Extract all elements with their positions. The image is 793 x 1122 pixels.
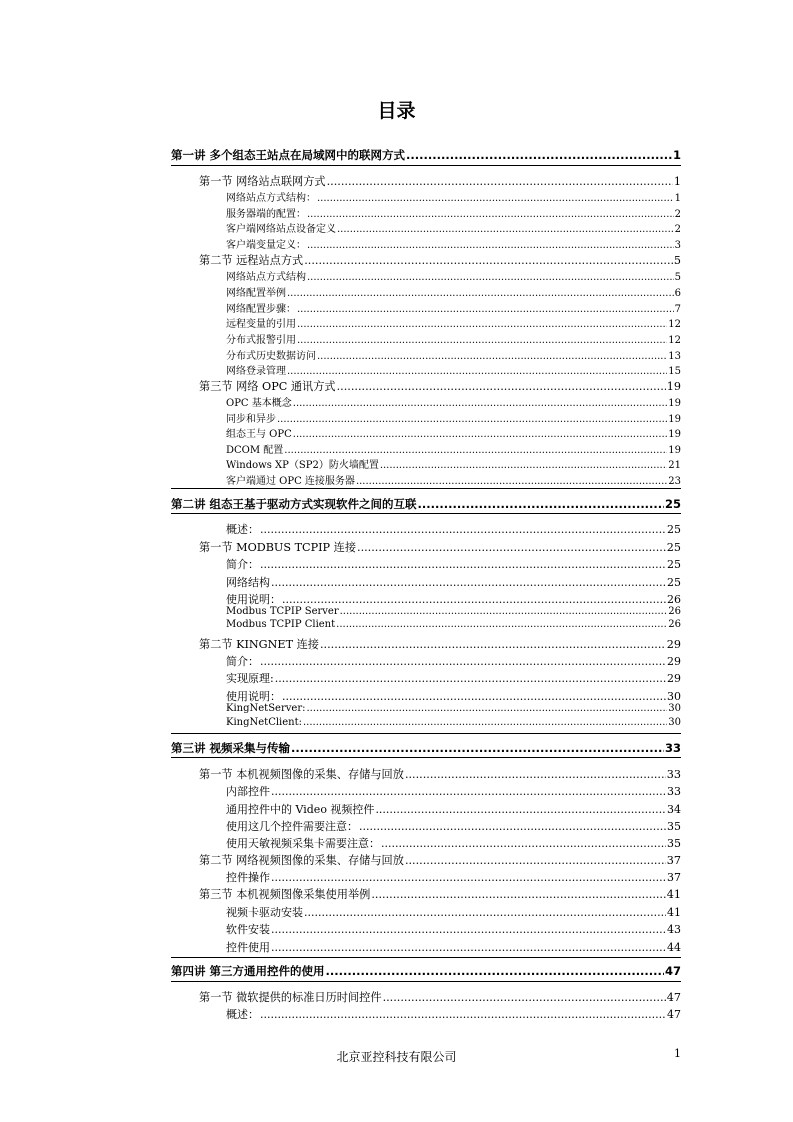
toc-leader-dots bbox=[304, 906, 666, 919]
chapter-divider bbox=[171, 957, 681, 958]
toc-entry-label: 第一节 MODBUS TCPIP 连接 bbox=[199, 541, 357, 554]
toc-leader-dots bbox=[317, 193, 674, 204]
toc-entry-label: Modbus TCPIP Client bbox=[226, 619, 336, 630]
toc-entry-page: 25 bbox=[667, 576, 681, 589]
toc-entry-label: 同步和异步 bbox=[226, 414, 276, 425]
toc-leader-dots bbox=[381, 837, 666, 850]
toc-entry-label: 网络登录管理 bbox=[226, 366, 286, 377]
toc-leader-dots bbox=[320, 638, 666, 651]
toc-subsection bbox=[226, 653, 681, 669]
toc-subsection bbox=[226, 315, 681, 330]
toc-subsection bbox=[226, 472, 681, 487]
toc-subsection bbox=[226, 688, 681, 704]
toc-entry-page: 33 bbox=[667, 785, 681, 798]
toc-entry-label: 使用这几个控件需要注意： bbox=[226, 820, 358, 833]
toc-entry-page: 30 bbox=[668, 717, 681, 728]
toc-leader-dots bbox=[297, 335, 667, 346]
toc-subsection bbox=[226, 284, 681, 299]
toc-leader-dots bbox=[371, 888, 665, 901]
toc-entry-page: 2 bbox=[674, 209, 681, 220]
toc-entry-label: 第一节 网络站点联网方式 bbox=[199, 175, 326, 188]
toc-entry-page: 29 bbox=[667, 672, 681, 685]
toc-entry-label: 服务器端的配置： bbox=[226, 209, 306, 220]
toc-chapter bbox=[171, 496, 681, 512]
toc-chapter bbox=[171, 147, 681, 163]
toc-subsection bbox=[226, 921, 681, 937]
toc-subsection bbox=[226, 1006, 681, 1022]
toc-leader-dots bbox=[307, 209, 674, 220]
toc-leader-dots bbox=[307, 272, 674, 283]
toc-leader-dots bbox=[337, 380, 666, 393]
chapter-divider bbox=[171, 981, 681, 982]
chapter-divider bbox=[171, 513, 681, 514]
toc-entry-page: 19 bbox=[668, 429, 681, 440]
toc-subsection bbox=[226, 347, 681, 362]
toc-leader-dots bbox=[271, 785, 666, 798]
toc-leader-dots bbox=[293, 429, 668, 440]
toc-entry-page: 5 bbox=[673, 254, 681, 267]
toc-entry-label: 客户端网络站点设备定义 bbox=[226, 224, 336, 235]
toc-subsection bbox=[226, 394, 681, 409]
toc-leader-dots bbox=[287, 288, 674, 299]
toc-entry-label: 分布式历史数据访问 bbox=[226, 351, 316, 362]
toc-leader-dots bbox=[327, 175, 673, 188]
toc-entry-label: 客户端变量定义： bbox=[226, 240, 306, 251]
toc-section bbox=[199, 766, 681, 782]
toc-entry-label: 组态王与 OPC bbox=[226, 429, 292, 440]
toc-leader-dots bbox=[340, 606, 668, 617]
toc-entry-page: 41 bbox=[666, 888, 681, 901]
toc-entry-page: 47 bbox=[666, 991, 681, 1004]
toc-entry-page: 33 bbox=[664, 741, 681, 755]
toc-leader-dots bbox=[307, 240, 674, 251]
toc-leader-dots bbox=[282, 593, 666, 606]
toc-entry-label: 第一节 微软提供的标准日历时间控件 bbox=[199, 991, 382, 1004]
toc-entry-page: 19 bbox=[668, 445, 681, 456]
toc-section bbox=[199, 852, 681, 868]
toc-entry-page: 47 bbox=[667, 1008, 681, 1021]
toc-leader-dots bbox=[375, 803, 666, 816]
toc-entry-page: 15 bbox=[668, 366, 681, 377]
toc-leader-dots bbox=[260, 523, 666, 536]
toc-subsection bbox=[226, 268, 681, 283]
toc-entry-page: 26 bbox=[668, 619, 681, 630]
toc-entry-page: 21 bbox=[668, 460, 681, 471]
toc-leader-dots bbox=[304, 254, 673, 267]
toc-leader-dots bbox=[291, 741, 664, 755]
toc-entry-page: 37 bbox=[667, 871, 681, 884]
toc-subsection bbox=[226, 300, 681, 315]
toc-leader-dots bbox=[271, 871, 666, 884]
toc-entry-page: 26 bbox=[668, 606, 681, 617]
toc-section bbox=[199, 252, 681, 268]
toc-leader-dots bbox=[260, 655, 666, 668]
toc-subsection bbox=[226, 606, 681, 617]
chapter-divider bbox=[171, 757, 681, 758]
toc-entry-label: 实现原理: bbox=[226, 672, 274, 685]
toc-entry-label: 网络配置步骤： bbox=[226, 304, 296, 315]
toc-leader-dots bbox=[405, 768, 666, 781]
toc-entry-page: 43 bbox=[667, 923, 681, 936]
toc-subsection bbox=[226, 939, 681, 955]
toc-entry-label: 分布式报警引用 bbox=[226, 335, 296, 346]
toc-entry-label: 第一节 本机视频图像的采集、存储与回放 bbox=[199, 768, 404, 781]
toc-leader-dots bbox=[284, 445, 667, 456]
toc-entry-label: 第三节 本机视频图像采集使用举例 bbox=[199, 888, 371, 901]
toc-entry-page: 34 bbox=[667, 803, 681, 816]
toc-leader-dots bbox=[337, 224, 674, 235]
toc-subsection bbox=[226, 717, 681, 728]
toc-subsection bbox=[226, 331, 681, 346]
toc-entry-page: 41 bbox=[667, 906, 681, 919]
toc-entry-page: 37 bbox=[666, 854, 681, 867]
toc-entry-label: 控件使用 bbox=[226, 941, 270, 954]
toc-subsection bbox=[226, 236, 681, 251]
toc-subsection bbox=[226, 556, 681, 572]
toc-subsection bbox=[226, 410, 681, 425]
toc-entry-label: 第二节 KINGNET 连接 bbox=[199, 638, 319, 651]
toc-subsection bbox=[226, 904, 681, 920]
toc-entry-label: 第二讲 组态王基于驱动方式实现软件之间的互联 bbox=[171, 497, 417, 511]
toc-entry-page: 25 bbox=[664, 497, 681, 511]
toc-leader-dots bbox=[293, 398, 668, 409]
toc-leader-dots bbox=[275, 672, 666, 685]
toc-leader-dots bbox=[406, 148, 672, 162]
toc-leader-dots bbox=[336, 619, 667, 630]
toc-entry-page: 1 bbox=[672, 148, 681, 162]
toc-subsection bbox=[226, 835, 681, 851]
toc-entry-label: 内部控件 bbox=[226, 785, 270, 798]
toc-subsection bbox=[226, 869, 681, 885]
toc-subsection bbox=[226, 703, 681, 714]
toc-entry-label: 客户端通过 OPC 连接服务器 bbox=[226, 476, 355, 487]
toc-leader-dots bbox=[297, 304, 674, 315]
toc-entry-label: 使用说明： bbox=[226, 593, 281, 606]
toc-section bbox=[199, 539, 681, 555]
toc-entry-page: 3 bbox=[674, 240, 681, 251]
toc-chapter bbox=[171, 963, 681, 979]
toc-subsection bbox=[226, 362, 681, 377]
toc-entry-label: 第二节 远程站点方式 bbox=[199, 254, 304, 267]
toc-leader-dots bbox=[271, 576, 666, 589]
toc-subsection bbox=[226, 670, 681, 686]
toc-section bbox=[199, 886, 681, 902]
toc-entry-page: 26 bbox=[667, 593, 681, 606]
toc-subsection bbox=[226, 591, 681, 607]
toc-entry-label: 第三讲 视频采集与传输 bbox=[171, 741, 291, 755]
toc-section bbox=[199, 378, 681, 394]
toc-subsection bbox=[226, 801, 681, 817]
toc-entry-label: 使用说明： bbox=[226, 690, 281, 703]
toc-subsection bbox=[226, 220, 681, 235]
toc-entry-label: 网络站点方式结构： bbox=[226, 193, 316, 204]
toc-entry-page: 35 bbox=[667, 820, 681, 833]
toc-leader-dots bbox=[383, 991, 666, 1004]
toc-subsection bbox=[226, 619, 681, 630]
toc-chapter bbox=[171, 740, 681, 756]
toc-subsection bbox=[226, 425, 681, 440]
chapter-divider bbox=[171, 733, 681, 734]
toc-entry-page: 25 bbox=[667, 523, 681, 536]
toc-entry-label: 概述： bbox=[226, 1008, 259, 1021]
toc-entry-label: 第一讲 多个组态王站点在局域网中的联网方式 bbox=[171, 148, 406, 162]
toc-entry-page: 1 bbox=[674, 193, 681, 204]
toc-entry-page: 19 bbox=[668, 414, 681, 425]
footer-page-number: 1 bbox=[674, 1047, 681, 1060]
toc-subsection bbox=[226, 189, 681, 204]
toc-entry-page: 12 bbox=[668, 319, 681, 330]
toc-section bbox=[199, 989, 681, 1005]
toc-section bbox=[199, 636, 681, 652]
toc-leader-dots bbox=[271, 941, 666, 954]
toc-leader-dots bbox=[359, 820, 666, 833]
toc-entry-label: 控件操作 bbox=[226, 871, 270, 884]
chapter-divider bbox=[171, 165, 681, 166]
toc-entry-label: 网络结构 bbox=[226, 576, 270, 589]
toc-entry-page: 25 bbox=[666, 541, 681, 554]
toc-entry-page: 23 bbox=[668, 476, 681, 487]
toc-entry-page: 1 bbox=[673, 175, 681, 188]
toc-leader-dots bbox=[297, 319, 667, 330]
toc-leader-dots bbox=[287, 366, 667, 377]
toc-entry-page: 19 bbox=[668, 398, 681, 409]
toc-entry-page: 6 bbox=[674, 288, 681, 299]
toc-subsection bbox=[226, 441, 681, 456]
toc-entry-label: KingNetServer: bbox=[226, 703, 306, 714]
toc-leader-dots bbox=[271, 923, 666, 936]
toc-leader-dots bbox=[303, 717, 667, 728]
toc-entry-page: 35 bbox=[667, 837, 681, 850]
toc-entry-page: 30 bbox=[667, 690, 681, 703]
toc-entry-label: 简介： bbox=[226, 558, 259, 571]
toc-leader-dots bbox=[277, 414, 667, 425]
toc-entry-label: 通用控件中的 Video 视频控件 bbox=[226, 803, 375, 816]
toc-entry-label: 第四讲 第三方通用控件的使用 bbox=[171, 964, 325, 978]
toc-entry-label: Windows XP（SP2）防火墙配置 bbox=[226, 460, 379, 471]
toc-leader-dots bbox=[317, 351, 667, 362]
toc-leader-dots bbox=[356, 476, 667, 487]
toc-subsection bbox=[226, 521, 681, 537]
toc-entry-label: 网络站点方式结构 bbox=[226, 272, 306, 283]
toc-leader-dots bbox=[282, 690, 666, 703]
toc-subsection bbox=[226, 818, 681, 834]
toc-entry-page: 44 bbox=[667, 941, 681, 954]
toc-section bbox=[199, 173, 681, 189]
toc-entry-label: 简介： bbox=[226, 655, 259, 668]
toc-entry-page: 7 bbox=[674, 304, 681, 315]
toc-entry-label: KingNetClient: bbox=[226, 717, 302, 728]
toc-entry-label: 视频卡驱动安装 bbox=[226, 906, 303, 919]
toc-entry-label: 使用天敏视频采集卡需要注意： bbox=[226, 837, 380, 850]
toc-subsection bbox=[226, 456, 681, 471]
toc-entry-page: 25 bbox=[667, 558, 681, 571]
toc-entry-label: 第二节 网络视频图像的采集、存储与回放 bbox=[199, 854, 404, 867]
toc-entry-page: 30 bbox=[668, 703, 681, 714]
toc-leader-dots bbox=[260, 1008, 666, 1021]
toc-entry-page: 29 bbox=[666, 638, 681, 651]
toc-entry-label: 网络配置举例 bbox=[226, 288, 286, 299]
toc-entry-page: 13 bbox=[668, 351, 681, 362]
toc-entry-page: 47 bbox=[664, 964, 681, 978]
toc-subsection bbox=[226, 574, 681, 590]
toc-leader-dots bbox=[418, 497, 664, 511]
toc-entry-page: 12 bbox=[668, 335, 681, 346]
toc-entry-label: 远程变量的引用 bbox=[226, 319, 296, 330]
toc-entry-page: 2 bbox=[674, 224, 681, 235]
toc-subsection bbox=[226, 783, 681, 799]
toc-entry-label: 软件安装 bbox=[226, 923, 270, 936]
toc-leader-dots bbox=[306, 703, 667, 714]
page-title: 目录 bbox=[377, 100, 416, 122]
toc-entry-label: Modbus TCPIP Server bbox=[226, 606, 339, 617]
toc-leader-dots bbox=[405, 854, 666, 867]
toc-entry-label: DCOM 配置 bbox=[226, 445, 284, 456]
toc-leader-dots bbox=[260, 558, 666, 571]
toc-entry-label: OPC 基本概念 bbox=[226, 398, 292, 409]
toc-leader-dots bbox=[380, 460, 667, 471]
toc-leader-dots bbox=[357, 541, 666, 554]
toc-subsection bbox=[226, 205, 681, 220]
toc-entry-page: 29 bbox=[667, 655, 681, 668]
toc-entry-label: 第三节 网络 OPC 通讯方式 bbox=[199, 380, 336, 393]
chapter-divider bbox=[171, 488, 681, 489]
toc-entry-page: 19 bbox=[666, 380, 681, 393]
toc-leader-dots bbox=[326, 964, 664, 978]
footer-company: 北京亚控科技有限公司 bbox=[336, 1050, 457, 1064]
toc-entry-page: 5 bbox=[674, 272, 681, 283]
toc-entry-page: 33 bbox=[666, 768, 681, 781]
toc-entry-label: 概述： bbox=[226, 523, 259, 536]
